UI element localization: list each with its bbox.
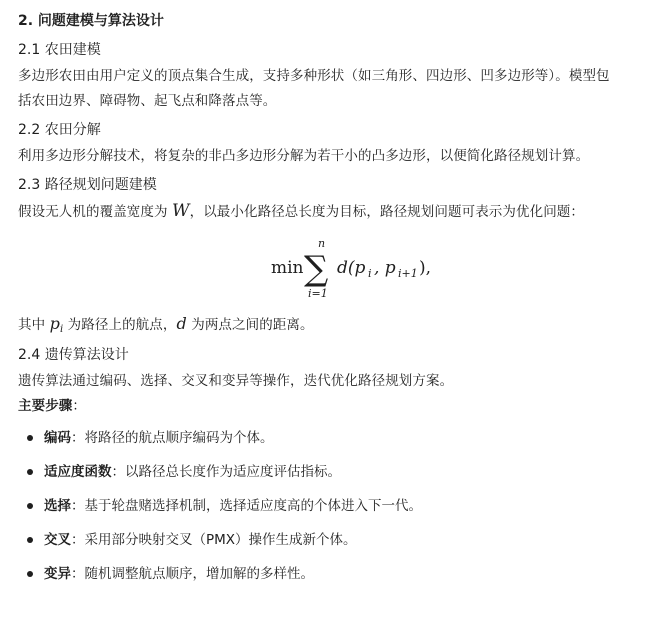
heading-2-3: 2.3 路径规划问题建模 xyxy=(18,177,157,193)
formula-sum-lower: i=1 xyxy=(308,287,328,300)
paragraph-2-3-text-a: 假设无人机的覆盖宽度为 xyxy=(18,204,168,220)
paragraph-2-3-where xyxy=(18,311,658,339)
list-item xyxy=(18,495,658,517)
steps-label-line xyxy=(18,394,658,419)
list-item xyxy=(18,461,658,483)
document-body xyxy=(18,10,658,597)
step-term: 适应度函数 xyxy=(44,464,112,480)
bullet-icon xyxy=(27,537,33,543)
formula-body: d(p xyxy=(337,258,366,278)
optimization-formula xyxy=(18,231,648,303)
heading-2-4: 2.4 遗传算法设计 xyxy=(18,347,129,363)
formula-close: ), xyxy=(419,258,432,278)
math-var-d: d xyxy=(176,314,187,333)
step-term: 交叉 xyxy=(44,532,71,548)
paragraph-2-1 xyxy=(18,64,658,114)
step-desc: ：随机调整航点顺序，增加解的多样性。 xyxy=(71,566,314,582)
list-item xyxy=(18,563,658,585)
step-term: 变异 xyxy=(44,566,71,582)
steps-colon: ： xyxy=(72,398,87,414)
formula-sub-i: i xyxy=(368,267,372,280)
formula-comma: , p xyxy=(374,258,396,278)
formula-sum-upper: n xyxy=(318,237,326,250)
where-text-a: 其中 xyxy=(18,317,46,333)
step-term: 选择 xyxy=(44,498,71,514)
formula-sub-i1: i+1 xyxy=(398,267,418,280)
where-text-c: 为两点之间的距离。 xyxy=(191,317,314,333)
step-term: 编码 xyxy=(44,430,71,446)
list-item xyxy=(18,427,658,449)
step-desc: ：以路径总长度作为适应度评估指标。 xyxy=(111,464,341,480)
formula-min: min xyxy=(271,258,304,278)
math-var-p: p xyxy=(49,314,60,333)
math-var-W: W xyxy=(172,201,190,221)
paragraph-2-1-line2: 括农田边界、障碍物、起飞点和降落点等。 xyxy=(18,93,277,109)
paragraph-2-3-text-b: ，以最小化路径总长度为目标，路径规划问题可表示为优化问题： xyxy=(189,204,584,220)
step-desc: ：将路径的航点顺序编码为个体。 xyxy=(71,430,274,446)
bullet-icon xyxy=(27,503,33,509)
where-text-b: 为路径上的航点， xyxy=(67,317,177,333)
paragraph-2-3 xyxy=(18,199,658,225)
heading-2-1: 2.1 农田建模 xyxy=(18,42,101,58)
bullet-icon xyxy=(27,571,33,577)
bullet-icon xyxy=(27,435,33,441)
heading-2-2: 2.2 农田分解 xyxy=(18,122,101,138)
bullet-icon xyxy=(27,469,33,475)
formula-sigma: ∑ xyxy=(304,249,329,289)
section-title: 2. 问题建模与算法设计 xyxy=(18,13,164,29)
paragraph-2-1-line1: 多边形农田由用户定义的顶点集合生成，支持多种形状（如三角形、四边形、凹多边形等）。模型包 xyxy=(18,68,610,84)
steps-label: 主要步骤 xyxy=(18,398,73,414)
step-desc: ：基于轮盘赌选择机制，选择适应度高的个体进入下一代。 xyxy=(71,498,422,514)
steps-list xyxy=(18,427,658,585)
math-sub-i: i xyxy=(59,324,64,335)
paragraph-2-2: 利用多边形分解技术，将复杂的非凸多边形分解为若干小的凸多边形，以便简化路径规划计算。 xyxy=(18,148,590,164)
step-desc: ：采用部分映射交叉（PMX）操作生成新个体。 xyxy=(71,532,357,548)
paragraph-2-4: 遗传算法通过编码、选择、交叉和变异等操作，迭代优化路径规划方案。 xyxy=(18,373,454,389)
list-item xyxy=(18,529,658,551)
